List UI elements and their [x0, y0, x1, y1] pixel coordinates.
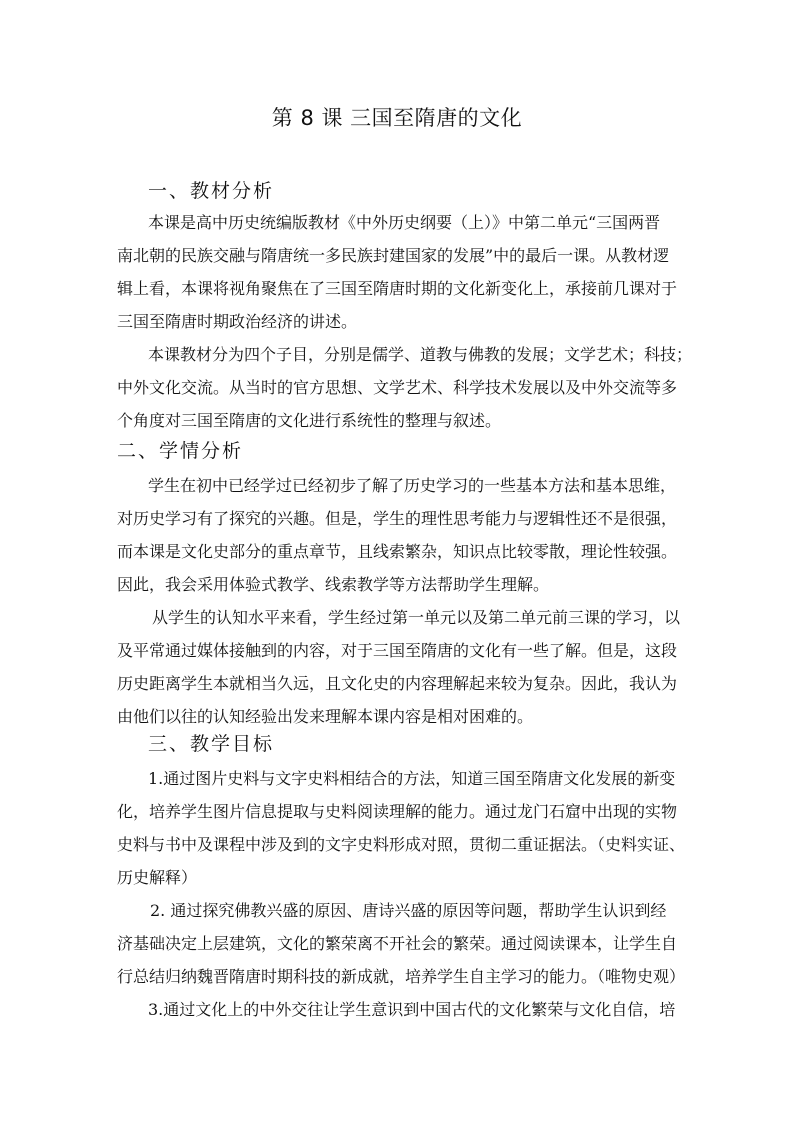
paragraph-line: 济基础决定上层建筑，文化的繁荣离不开社会的繁荣。通过阅读课本，让学生自 — [117, 934, 678, 953]
paragraph-line: 本课教材分为四个子目，分别是儒学、道教与佛教的发展；文学艺术；科技； — [148, 345, 693, 364]
paragraph-line: 对历史学习有了探究的兴趣。但是，学生的理性思考能力与逻辑性还不是很强， — [117, 509, 678, 528]
paragraph-line: 三国至隋唐时期政治经济的讲述。 — [117, 312, 358, 331]
paragraph-line: 个角度对三国至隋唐的文化进行系统性的整理与叙述。 — [117, 411, 502, 430]
paragraph-line: 从学生的认知水平来看，学生经过第一单元以及第二单元前三课的学习，以 — [152, 608, 681, 627]
paragraph-line: 南北朝的民族交融与隋唐统一多民族封建国家的发展”中的最后一课。从教材逻 — [117, 246, 670, 265]
section-heading-learner-analysis: 二、学情分析 — [117, 440, 244, 462]
paragraph-line: 2. 通过探究佛教兴盛的原因、唐诗兴盛的原因等问题，帮助学生认识到经 — [150, 901, 667, 920]
paragraph-line: 辑上看，本课将视角聚焦在了三国至隋唐时期的文化新变化上，承接前几课对于 — [117, 279, 678, 298]
paragraph-line: 历史距离学生本就相当久远，且文化史的内容理解起来较为复杂。因此，我认为 — [117, 674, 678, 693]
page-title: 第 8 课 三国至隋唐的文化 — [271, 106, 523, 130]
paragraph-line: 3.通过文化上的中外交往让学生意识到中国古代的文化繁荣与文化自信，培 — [148, 1000, 676, 1019]
paragraph-line: 及平常通过媒体接触到的内容，对于三国至隋唐的文化有一些了解。但是，这段 — [117, 641, 678, 660]
paragraph-line: 化，培养学生图片信息提取与史料阅读理解的能力。通过龙门石窟中出现的实物 — [117, 802, 678, 821]
paragraph-line: 史料与书中及课程中涉及到的文字史料形成对照，贯彻二重证据法。（史料实证、 — [117, 835, 686, 854]
paragraph-line: 行总结归纳魏晋隋唐时期科技的新成就，培养学生自主学习的能力。（唯物史观） — [117, 967, 686, 986]
paragraph-line: 历史解释） — [117, 868, 198, 887]
section-heading-textbook-analysis: 一、教材分析 — [148, 180, 275, 202]
paragraph-line: 而本课是文化史部分的重点章节，且线索繁杂，知识点比较零散，理论性较强。 — [117, 542, 678, 561]
paragraph-line: 1.通过图片史料与文字史料相结合的方法，知道三国至隋唐文化发展的新变 — [148, 769, 676, 788]
paragraph-line: 因此，我会采用体验式教学、线索教学等方法帮助学生理解。 — [117, 575, 550, 594]
paragraph-line: 本课是高中历史统编版教材《中外历史纲要（上）》中第二单元“三国两晋 — [148, 213, 661, 232]
paragraph-line: 由他们以往的认知经验出发来理解本课内容是相对困难的。 — [117, 707, 534, 726]
section-heading-teaching-objectives: 三、教学目标 — [148, 733, 275, 755]
paragraph-line: 中外文化交流。从当时的官方思想、文学艺术、科学技术发展以及中外交流等多 — [117, 378, 678, 397]
paragraph-line: 学生在初中已经学过已经初步了解了历史学习的一些基本方法和基本思维， — [148, 476, 677, 495]
